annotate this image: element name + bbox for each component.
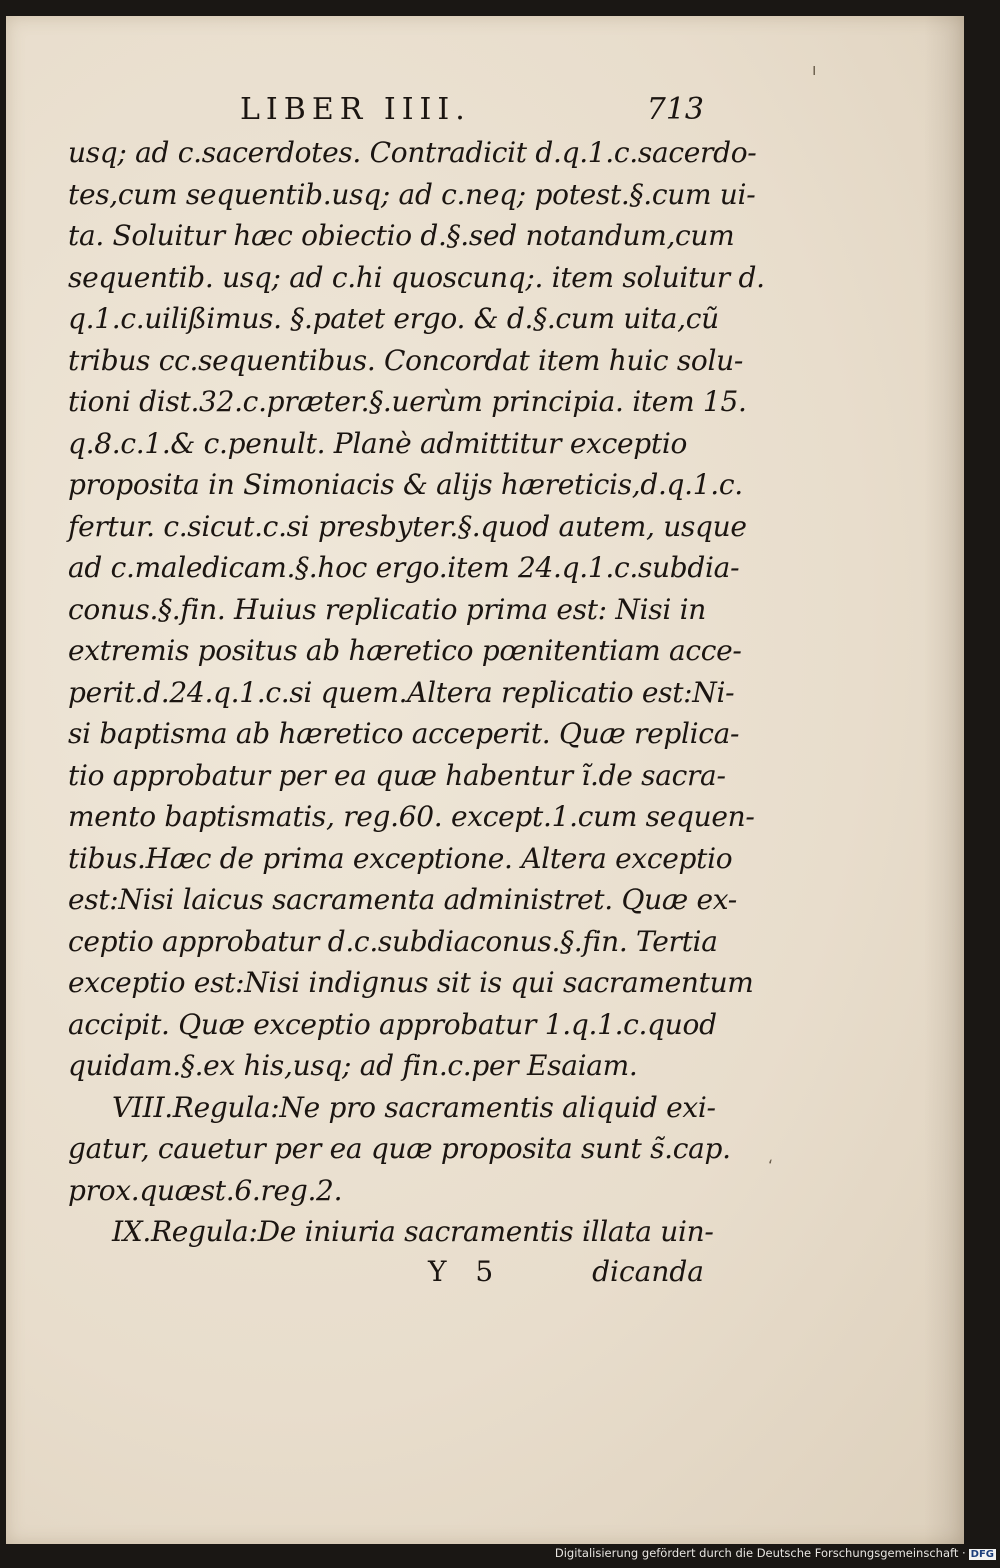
text-line: usq; ad c.sacerdotes. Contradicit d.q.1.c.sacerdo-: [68, 136, 757, 169]
dfg-logo: DFG: [970, 1549, 994, 1560]
text-line: IX.Regula:De iniuria sacramentis illata uin-: [112, 1215, 714, 1248]
text-line: quidam.§.ex his,usq; ad fin.c.per Esaiam.: [68, 1049, 638, 1082]
text-line: proposita in Simoniacis & alijs hæreticis,d.q.1.c.: [68, 468, 743, 501]
text-line: extremis positus ab hæretico pœnitentiam acce-: [68, 634, 742, 667]
text-line: tio approbatur per ea quæ habentur ĩ.de sacra-: [68, 758, 726, 792]
text-line: prox.quæst.6.reg.2.: [68, 1173, 343, 1207]
page-header: [68, 88, 708, 132]
credit-text: Digitalisierung gefördert durch die Deutsche Forschungsgemeinschaft ·: [554, 1546, 966, 1560]
text-line: ad c.maledicam.§.hoc ergo.item 24.q.1.c.subdia-: [68, 551, 740, 584]
rule-8-paragraph: [68, 1087, 731, 1212]
body-text: [68, 132, 765, 1087]
folio-number: 713: [646, 92, 704, 127]
text-line: exceptio est:Nisi indignus sit is qui sacramentum: [68, 966, 754, 999]
page-footer: [68, 1255, 708, 1297]
rule-9-paragraph: [68, 1211, 714, 1253]
margin-mark: ı: [812, 60, 817, 79]
running-head: LIBER IIII.: [240, 92, 471, 127]
book-page: [6, 16, 964, 1544]
digitization-credit: [555, 1546, 996, 1560]
text-line: ta. Soluitur hæc obiectio d.§.sed notandum,cum: [68, 219, 735, 252]
text-line: mento baptismatis, reg.60. except.1.cum sequen-: [68, 800, 755, 833]
text-line: conus.§.fin. Huius replicatio prima est: Nisi in: [68, 592, 706, 626]
text-line: q.8.c.1.& c.penult. Planè admittitur exceptio: [68, 426, 688, 460]
text-line: perit.d.24.q.1.c.si quem.Altera replicatio est:Ni-: [68, 675, 735, 709]
text-line: sequentib. usq; ad c.hi quoscunq;. item soluitur d.: [68, 260, 765, 294]
text-block: [68, 88, 765, 1297]
text-line: tes,cum sequentib.usq; ad c.neq; potest.§.cum ui-: [68, 177, 756, 211]
text-line: gatur, cauetur per ea quæ proposita sunt s̃.cap.: [68, 1132, 731, 1165]
signature-mark: Y 5: [428, 1254, 504, 1288]
text-line: accipit. Quæ exceptio approbatur 1.q.1.c.quod: [68, 1007, 717, 1041]
text-line: tibus.Hæc de prima exceptione. Altera exceptio: [68, 841, 733, 875]
text-line: si baptisma ab hæretico acceperit. Quæ replica-: [68, 717, 740, 750]
catchword: dicanda: [592, 1254, 704, 1288]
text-line: est:Nisi laicus sacramenta administret. Quæ ex-: [68, 883, 737, 916]
text-line: ceptio approbatur d.c.subdiaconus.§.fin. Tertia: [68, 924, 718, 958]
page-edge-shadow: [924, 16, 964, 1544]
text-line: tribus cc.sequentibus. Concordat item huic solu-: [68, 343, 744, 377]
text-line: VIII.Regula:Ne pro sacramentis aliquid exi-: [112, 1090, 716, 1124]
text-line: tioni dist.32.c.præter.§.uerùm principia. item 15.: [68, 385, 747, 418]
text-line: fertur. c.sicut.c.si presbyter.§.quod autem, usque: [68, 509, 747, 543]
text-line: q.1.c.uilißimus. §.patet ergo. & d.§.cum uita,cũ: [68, 302, 719, 335]
margin-mark: ‘: [768, 1156, 774, 1175]
